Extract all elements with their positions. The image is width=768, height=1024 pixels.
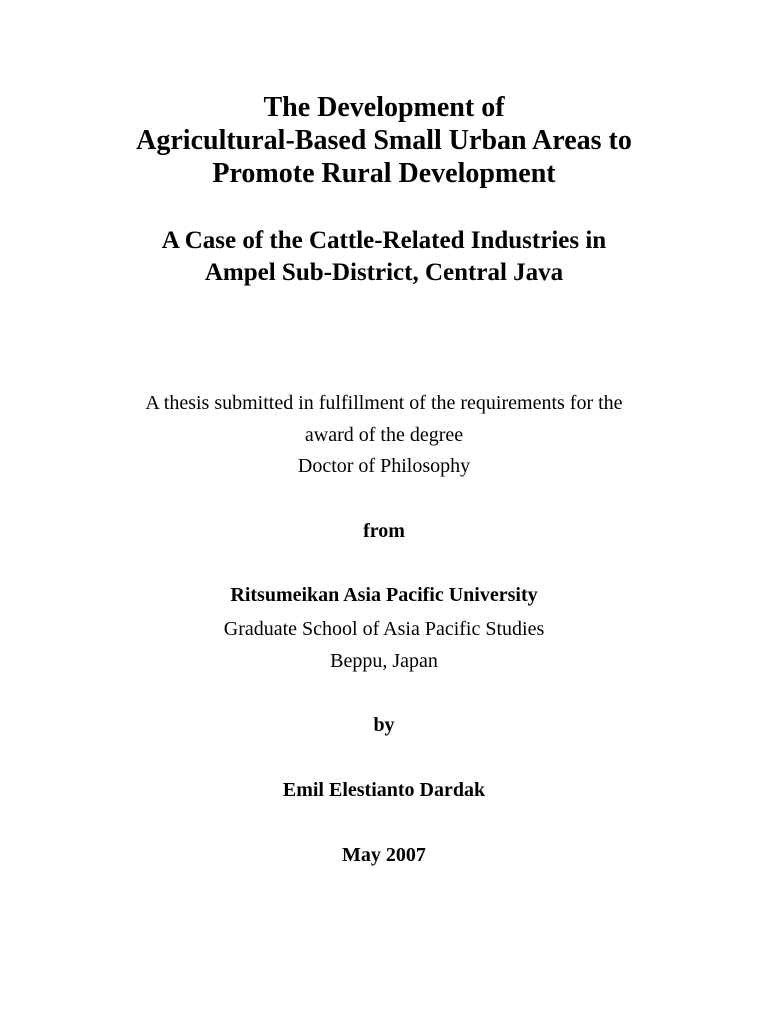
university-name: Ritsumeikan Asia Pacific University <box>230 584 538 606</box>
subtitle-line-1: A Case of the Cattle-Related Industries in <box>161 227 607 254</box>
title-line-2: Agricultural-Based Small Urban Areas to <box>136 125 632 156</box>
submission-line-3: Doctor of Philosophy <box>297 455 471 477</box>
school-name: Graduate School of Asia Pacific Studies <box>223 618 545 640</box>
submission-date: May 2007 <box>342 844 426 866</box>
title-line-1: The Development of <box>263 92 505 123</box>
title-line-3: Promote Rural Development <box>212 158 556 189</box>
submission-line-1: A thesis submitted in fulfillment of the requirements for the <box>145 392 623 414</box>
by-label: by <box>373 714 395 736</box>
submission-line-2: award of the degree <box>304 424 464 446</box>
location: Beppu, Japan <box>330 650 438 672</box>
subtitle-line-2: Ampel Sub-District, Central Java <box>204 259 564 286</box>
from-label: from <box>363 520 405 542</box>
author-name: Emil Elestianto Dardak <box>282 779 486 801</box>
